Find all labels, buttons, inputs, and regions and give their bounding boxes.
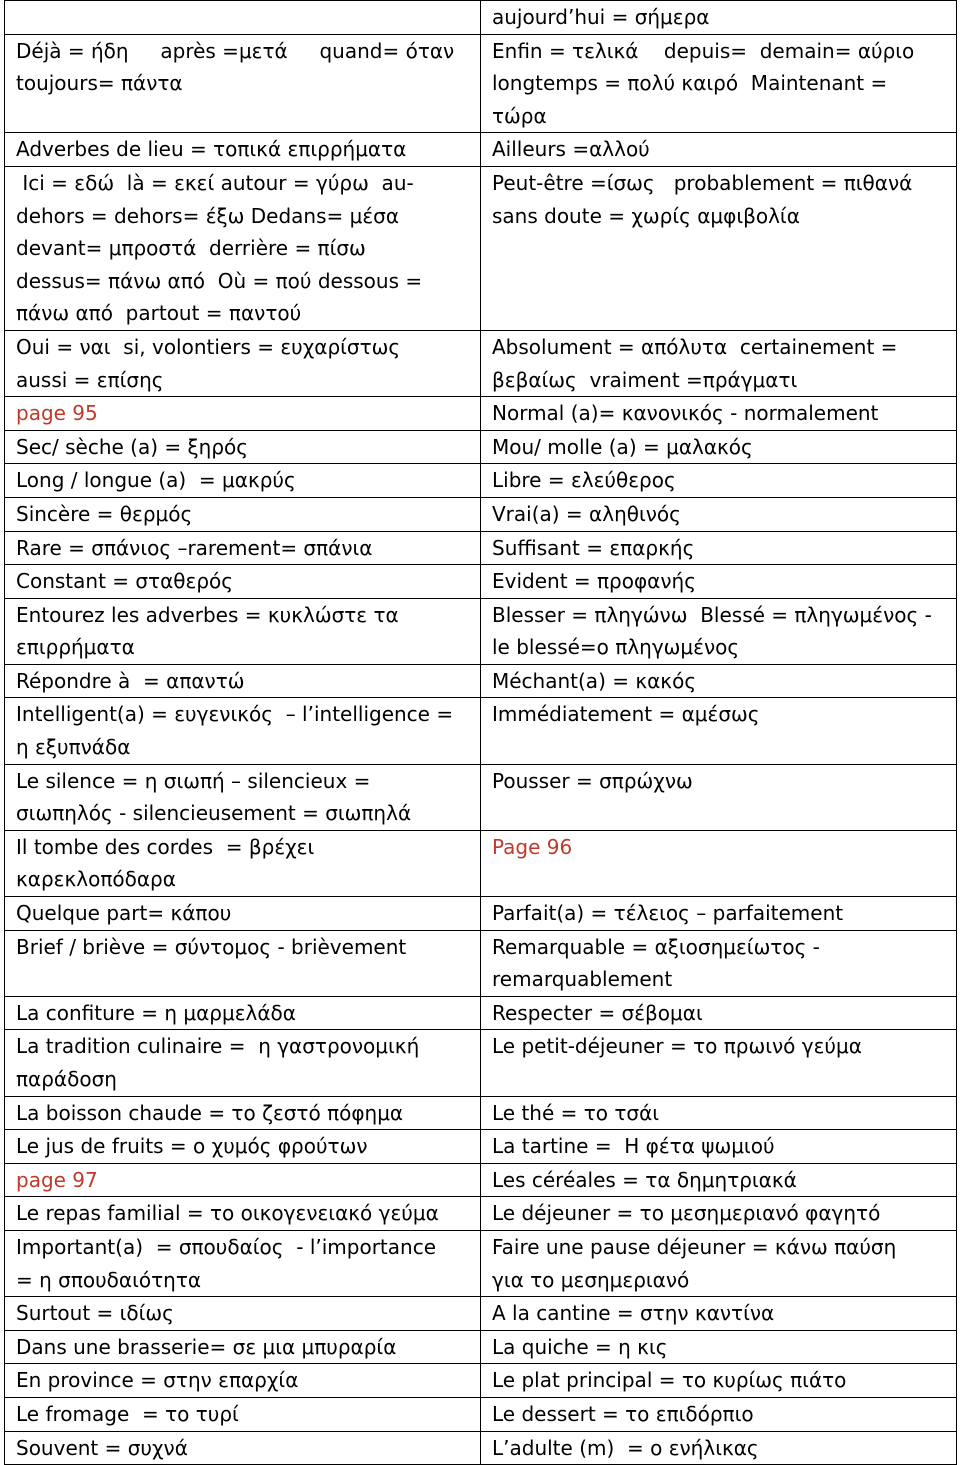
vocab-row <box>5 1297 957 1331</box>
vocab-entry-text: Souvent = συχνά <box>16 1435 188 1460</box>
vocab-cell-right <box>481 1163 957 1197</box>
vocab-cell-right <box>481 166 957 330</box>
vocab-cell-right <box>481 897 957 931</box>
vocab-cell-left <box>5 1330 481 1364</box>
vocab-cell-left <box>5 764 481 830</box>
vocab-row <box>5 1230 957 1296</box>
vocab-cell-right <box>481 1364 957 1398</box>
vocab-entry-text: Dans une brasserie= σε μια μπυραρία <box>16 1334 397 1359</box>
vocab-entry-text: En province = στην επαρχία <box>16 1368 299 1393</box>
vocab-entry-text: Respecter = σέβομαι <box>492 1000 703 1025</box>
vocab-entry-text: Ailleurs =αλλού <box>492 137 650 162</box>
vocab-entry-text: Rare = σπάνιος –rarement= σπάνια <box>16 535 373 560</box>
vocab-entry-text: Important(a) = σπουδαίος - l’importance = η σπουδαιότητα <box>16 1234 436 1292</box>
vocab-entry-text: Le dessert = το επιδόρπιο <box>492 1401 754 1426</box>
vocab-row <box>5 764 957 830</box>
vocab-entry-text: Constant = σταθερός <box>16 569 234 594</box>
vocab-entry-text: La quiche = η κις <box>492 1334 668 1359</box>
vocab-row <box>5 166 957 330</box>
vocab-entry-text: Sincère = θερμός <box>16 501 193 526</box>
vocab-cell-right <box>481 497 957 531</box>
vocab-entry-text: Le thé = το τσάι <box>492 1100 660 1125</box>
vocab-cell-left <box>5 1297 481 1331</box>
vocab-entry-text: Long / longue (a) = μακρύς <box>16 468 296 493</box>
vocab-cell-left <box>5 698 481 764</box>
vocab-cell-right <box>481 1 957 35</box>
vocab-entry-text: Le plat principal = το κυρίως πιάτο <box>492 1368 847 1393</box>
vocab-entry-text: Normal (a)= κανονικός - normalement <box>492 401 879 426</box>
vocab-cell-right <box>481 133 957 167</box>
vocab-cell-left <box>5 598 481 664</box>
vocab-cell-right <box>481 830 957 896</box>
vocab-cell-right <box>481 664 957 698</box>
vocab-cell-left <box>5 1197 481 1231</box>
vocab-entry-text: Suffisant = επαρκής <box>492 535 695 560</box>
vocab-entry-text: Le silence = η σιωπή – silencieux = σιωπηλός - silencieusement = σιωπηλά <box>16 768 412 826</box>
vocab-entry-text: Répondre à = απαντώ <box>16 668 245 693</box>
vocab-entry-text: Les céréales = τα δημητριακά <box>492 1167 797 1192</box>
vocab-cell-left <box>5 1096 481 1130</box>
vocab-entry-text: Le petit-déjeuner = το πρωινό γεύμα <box>492 1034 862 1059</box>
vocab-row <box>5 330 957 396</box>
vocab-entry-text: Vrai(a) = αληθινός <box>492 501 681 526</box>
vocab-row <box>5 1330 957 1364</box>
vocab-entry-text: Surtout = ιδίως <box>16 1301 174 1326</box>
vocab-cell-right <box>481 430 957 464</box>
vocab-row <box>5 930 957 996</box>
vocab-entry-text: Peut-être =ίσως probablement = πιθανά sans doute = χωρίς αμφιβολία <box>492 170 913 228</box>
vocab-entry-text: La boisson chaude = το ζεστό πόφημα <box>16 1100 404 1125</box>
vocabulary-table <box>4 0 957 1465</box>
vocab-cell-left <box>5 1230 481 1296</box>
vocab-row <box>5 1397 957 1431</box>
vocab-cell-left <box>5 133 481 167</box>
vocab-cell-left <box>5 830 481 896</box>
vocab-cell-left <box>5 497 481 531</box>
vocab-entry-text: Remarquable = αξιοσημείωτος - remarquablement <box>492 934 820 992</box>
vocab-cell-left <box>5 464 481 498</box>
vocab-entry-text: Oui = ναι si, volontiers = ευχαρίστως aussi = επίσης <box>16 334 401 392</box>
vocab-cell-right <box>481 1130 957 1164</box>
vocab-row <box>5 1 957 35</box>
vocab-entry-text: Quelque part= κάπου <box>16 901 232 926</box>
vocab-row <box>5 598 957 664</box>
vocab-entry-text: L’adulte (m) = ο ενήλικας <box>492 1435 759 1460</box>
vocab-entry-text: Le fromage = το τυρί <box>16 1401 239 1426</box>
vocab-cell-left <box>5 1163 481 1197</box>
vocab-cell-right <box>481 1397 957 1431</box>
vocab-row <box>5 1431 957 1465</box>
vocab-row <box>5 830 957 896</box>
vocab-entry-text: Il tombe des cordes = βρέχει καρεκλοπόδαρα <box>16 834 315 892</box>
vocab-row <box>5 897 957 931</box>
vocab-row <box>5 34 957 133</box>
vocab-entry-text: Faire une pause déjeuner = κάνω παύση για το μεσημεριανό <box>492 1234 897 1292</box>
vocab-entry-text: Sec/ sèche (a) = ξηρός <box>16 434 248 459</box>
vocab-row <box>5 397 957 431</box>
vocab-row <box>5 464 957 498</box>
vocab-cell-right <box>481 1230 957 1296</box>
vocab-row <box>5 1163 957 1197</box>
vocab-entry-text: A la cantine = στην καντίνα <box>492 1301 775 1326</box>
vocab-cell-right <box>481 1197 957 1231</box>
vocab-cell-right <box>481 34 957 133</box>
vocab-cell-left <box>5 565 481 599</box>
vocab-cell-right <box>481 930 957 996</box>
vocab-cell-left <box>5 930 481 996</box>
vocab-row <box>5 133 957 167</box>
vocab-cell-right <box>481 565 957 599</box>
vocab-row <box>5 497 957 531</box>
vocab-entry-text: Blesser = πληγώνω Blessé = πληγωμένος - le blessé=ο πληγωμένος <box>492 602 932 660</box>
vocab-entry-text: Adverbes de lieu = τοπικά επιρρήματα <box>16 137 407 162</box>
vocab-cell-left <box>5 1431 481 1465</box>
vocab-row <box>5 698 957 764</box>
vocab-cell-left <box>5 531 481 565</box>
vocab-entry-text: Méchant(a) = κακός <box>492 668 697 693</box>
vocab-entry-text: Ici = εδώ là = εκεί autour = γύρω au- dehors = dehors= έξω Dedans= μέσα devant= μπροστά derrière = πίσω dessus= πάνω από Où = πού dessous = πάνω από partout = παντού <box>16 170 423 326</box>
vocab-entry-text: Le repas familial = το οικογενειακό γεύμα <box>16 1201 439 1226</box>
vocab-row <box>5 1197 957 1231</box>
vocab-cell-right <box>481 330 957 396</box>
vocab-row <box>5 1030 957 1096</box>
vocab-cell-right <box>481 598 957 664</box>
vocab-entry-text: page 95 <box>16 401 98 426</box>
vocab-entry-text: aujourd’hui = σήμερα <box>492 5 710 29</box>
vocab-cell-right <box>481 698 957 764</box>
vocab-entry-text: Parfait(a) = τέλειος – parfaitement <box>492 901 844 926</box>
vocab-row <box>5 565 957 599</box>
vocab-entry-text: Page 96 <box>492 834 573 859</box>
vocab-entry-text: Immédiatement = αμέσως <box>492 702 760 727</box>
vocab-cell-right <box>481 1030 957 1096</box>
vocab-cell-right <box>481 464 957 498</box>
vocab-cell-left <box>5 1030 481 1096</box>
vocab-row <box>5 996 957 1030</box>
vocab-cell-right <box>481 1297 957 1331</box>
vocab-cell-left <box>5 1130 481 1164</box>
vocab-entry-text: Le déjeuner = το μεσημεριανό φαγητό <box>492 1201 881 1226</box>
vocab-entry-text: Pousser = σπρώχνω <box>492 768 693 793</box>
vocab-cell-left <box>5 397 481 431</box>
vocab-cell-right <box>481 531 957 565</box>
vocab-entry-text: La tartine = Η φέτα ψωμιού <box>492 1134 775 1159</box>
vocab-cell-left <box>5 166 481 330</box>
vocab-entry-text: Entourez les adverbes = κυκλώστε τα επιρρήματα <box>16 602 399 660</box>
vocab-cell-left <box>5 1397 481 1431</box>
vocab-cell-left <box>5 430 481 464</box>
vocab-cell-right <box>481 1096 957 1130</box>
vocab-cell-left <box>5 34 481 133</box>
vocab-cell-left <box>5 664 481 698</box>
vocab-entry-text: Libre = ελεύθερος <box>492 468 676 493</box>
vocab-cell-left <box>5 1 481 35</box>
vocab-row <box>5 430 957 464</box>
vocab-entry-text: Evident = προφανής <box>492 569 696 594</box>
vocab-row <box>5 1364 957 1398</box>
vocab-entry-text: Le jus de fruits = ο χυμός φρούτων <box>16 1134 368 1159</box>
vocab-cell-right <box>481 996 957 1030</box>
vocab-entry-text: Absolument = απόλυτα certainement = βεβαίως vraiment =πράγματι <box>492 334 898 392</box>
vocab-row <box>5 664 957 698</box>
vocab-row <box>5 1130 957 1164</box>
vocab-cell-left <box>5 1364 481 1398</box>
vocab-entry-text: La tradition culinaire = η γαστρονομική παράδοση <box>16 1034 420 1091</box>
vocab-entry-text: Brief / briève = σύντομος - brièvement <box>16 934 407 959</box>
vocab-entry-text: Enfin = τελικά depuis= demain= αύριο longtemps = πολύ καιρό Maintenant = τώρα <box>492 38 915 128</box>
vocab-cell-right <box>481 764 957 830</box>
vocab-cell-right <box>481 1330 957 1364</box>
vocab-entry-text: page 97 <box>16 1167 98 1192</box>
vocab-cell-left <box>5 330 481 396</box>
vocab-cell-right <box>481 397 957 431</box>
vocab-cell-left <box>5 897 481 931</box>
vocab-cell-left <box>5 996 481 1030</box>
vocab-entry-text: Déjà = ήδη après =μετά quand= όταν toujours= πάντα <box>16 38 455 96</box>
vocab-row <box>5 1096 957 1130</box>
vocab-entry-text: Mou/ molle (a) = μαλακός <box>492 434 753 459</box>
vocab-entry-text: La confiture = η μαρμελάδα <box>16 1000 296 1025</box>
vocab-entry-text: Intelligent(a) = ευγενικός – l’intelligence = η εξυπνάδα <box>16 702 454 760</box>
vocabulary-table-body <box>5 1 957 1465</box>
vocab-row <box>5 531 957 565</box>
vocab-cell-right <box>481 1431 957 1465</box>
